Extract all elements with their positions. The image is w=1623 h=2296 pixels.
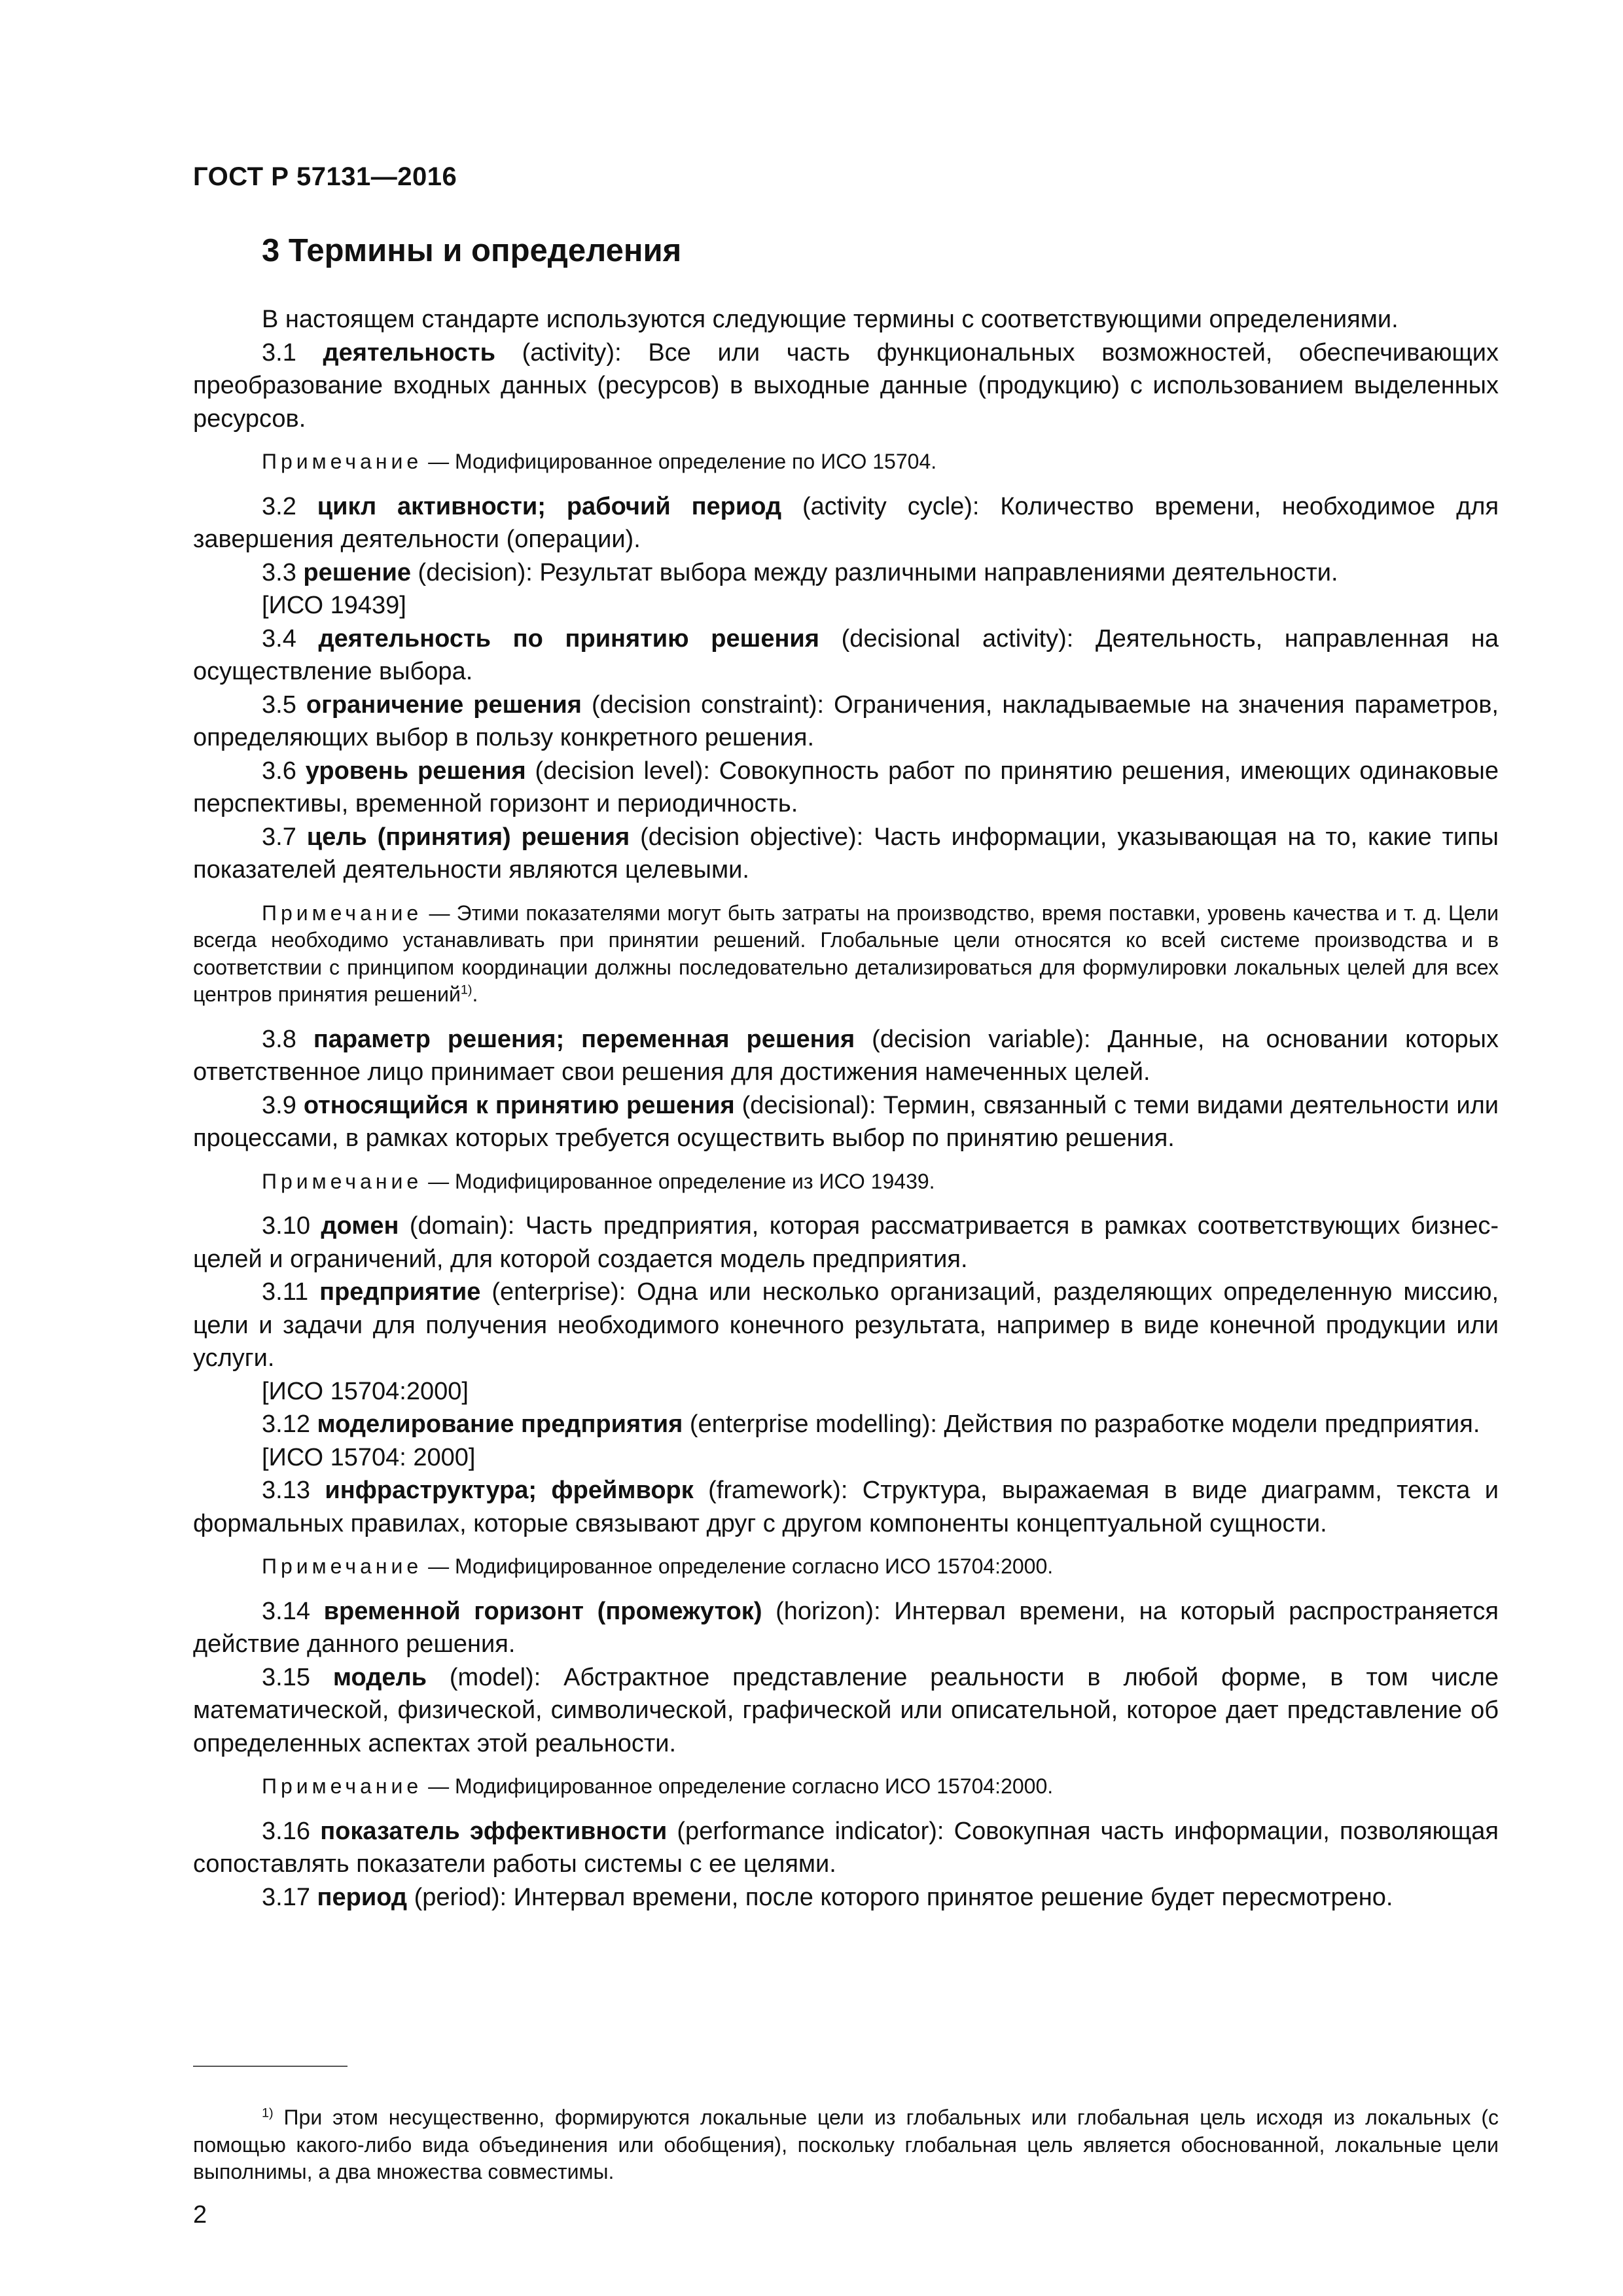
term-name: цикл активности; рабочий период [317, 492, 782, 520]
term-definition: (enterprise modelling): Действия по разработке модели предприятия. [683, 1410, 1480, 1438]
term-name: инфраструктура; фреймворк [325, 1477, 694, 1504]
term-paragraph [193, 689, 1499, 755]
term-paragraph [193, 1661, 1499, 1761]
term-definition: (performance indicator): Совокупная часть информации, позволяющая сопоставлять показатели работы системы с ее целями. [193, 1817, 1499, 1878]
document-header: ГОСТ Р 57131—2016 [193, 162, 457, 191]
term-definition: (decision objective): Часть информации, указывающая на то, какие типы показателей деятельности являются целевыми. [193, 823, 1499, 884]
term-name: цель (принятия) решения [306, 823, 630, 851]
note-text: — Модифицированное определение по ИСО 15704. [422, 450, 937, 473]
term-number: 3.2 [262, 492, 296, 520]
term-paragraph [193, 622, 1499, 689]
term-definition: (domain): Часть предприятия, которая рассматривается в рамках соответствующих бизнес-целей и ограничений, для которой создается модель предприятия. [193, 1212, 1499, 1273]
term-number: 3.11 [262, 1278, 309, 1306]
term-number: 3.3 [262, 558, 296, 586]
term-definition: (activity cycle): Количество времени, необходимое для завершения деятельности (операции). [193, 492, 1499, 553]
term-name: параметр решения; переменная решения [313, 1025, 855, 1053]
term-paragraph [193, 1408, 1499, 1441]
term-paragraph [193, 821, 1499, 887]
term-number: 3.10 [262, 1212, 310, 1240]
note-label: Примечание [262, 1169, 423, 1193]
term-paragraph [193, 1089, 1499, 1155]
footnote-marker: 1) [262, 2106, 274, 2121]
footnote-text: При этом несущественно, формируются локальные цели из глобальных или глобальная цель исходя из локальных (с помощью какого-либо вида объединения или обобщения), поскольку глобальная цель является обоснованной, локальные цели выполнимы, а два множества совместимы. [193, 2106, 1499, 2183]
term-name: предприятие [319, 1278, 481, 1306]
term-definition: (decision constraint): Ограничения, накладываемые на значения параметров, определяющих выбор в пользу конкретного решения. [193, 691, 1499, 751]
term-name: период [317, 1883, 408, 1911]
term-number: 3.6 [262, 757, 296, 785]
footnote-divider [193, 2066, 348, 2067]
term-definition: (decision): Результат выбора между различными направлениями деятельности. [411, 558, 1338, 586]
term-number: 3.17 [262, 1883, 310, 1911]
term-number: 3.1 [262, 338, 296, 367]
term-definition: (decision level): Совокупность работ по принятию решения, имеющих одинаковые перспективы, временной горизонт и периодичность. [193, 757, 1499, 817]
reference-source: [ИСО 15704:2000] [262, 1377, 469, 1405]
term-number: 3.13 [262, 1477, 310, 1504]
term-paragraph [193, 1595, 1499, 1661]
term-paragraph [193, 1815, 1499, 1881]
term-number: 3.16 [262, 1817, 310, 1845]
intro-paragraph: В настоящем стандарте используются следующие термины с соответствующими определениями. [262, 306, 1399, 333]
note-paragraph [193, 1553, 1499, 1581]
term-definition: (decisional activity): Деятельность, направленная на осуществление выбора. [193, 624, 1499, 685]
note-text: — Модифицированное определение из ИСО 19439. [422, 1169, 935, 1193]
term-number: 3.12 [262, 1410, 310, 1438]
term-name: временной горизонт (промежуток) [323, 1597, 762, 1625]
note-text-end: . [472, 982, 478, 1006]
term-number: 3.9 [262, 1091, 296, 1119]
term-number: 3.7 [262, 823, 296, 851]
term-name: показатель эффективности [320, 1817, 668, 1845]
note-label: Примечание [262, 901, 423, 925]
note-text: — Модифицированное определение согласно ИСО 15704:2000. [422, 1554, 1054, 1578]
term-number: 3.5 [262, 691, 296, 719]
term-paragraph [193, 336, 1499, 436]
note-text: — Этими показателями могут быть затраты на производство, время поставки, уровень качества и т. д. Цели всегда необходимо устанавливать при принятии решений. Глобальные цели относятся ко всей системе производства и в соответствии с принципом координации должны последовательно детализироваться для формулировки локальных целей для всех центров принятия решений [193, 901, 1499, 1006]
term-name: ограничение решения [306, 691, 582, 719]
reference-paragraph [193, 1375, 1499, 1408]
footnote-ref: 1) [460, 982, 473, 997]
term-name: домен [321, 1212, 399, 1240]
term-name: деятельность [323, 338, 495, 367]
term-name: модель [332, 1663, 427, 1691]
term-definition: (horizon): Интервал времени, на который распространяется действие данного решения. [193, 1597, 1499, 1658]
note-paragraph [193, 1773, 1499, 1801]
term-definition: (period): Интервал времени, после которого принятое решение будет пересмотрено. [407, 1883, 1393, 1911]
note-label: Примечание [262, 1554, 423, 1578]
term-number: 3.14 [262, 1597, 310, 1625]
section-title: 3 Термины и определения [262, 233, 682, 268]
note-text: — Модифицированное определение согласно ИСО 15704:2000. [422, 1774, 1054, 1798]
reference-paragraph [193, 589, 1499, 622]
term-paragraph [193, 556, 1499, 590]
page-number: 2 [193, 2201, 207, 2229]
term-paragraph [193, 1023, 1499, 1089]
term-definition: (activity): Все или часть функциональных возможностей, обеспечивающих преобразование входных данных (ресурсов) в выходные данные (продукцию) с использованием выделенных ресурсов. [193, 338, 1499, 433]
reference-paragraph [193, 1441, 1499, 1475]
term-paragraph [193, 755, 1499, 821]
term-name: моделирование предприятия [317, 1410, 683, 1438]
note-paragraph [193, 1168, 1499, 1196]
term-definition: (framework): Структура, выражаемая в виде диаграмм, текста и формальных правилах, которые связывают друг с другом компоненты концептуальной сущности. [193, 1477, 1499, 1537]
term-number: 3.4 [262, 624, 296, 653]
note-label: Примечание [262, 450, 423, 473]
term-paragraph [193, 1474, 1499, 1540]
term-name: уровень решения [305, 757, 526, 785]
reference-source: [ИСО 15704: 2000] [262, 1443, 476, 1471]
term-number: 3.15 [262, 1663, 310, 1691]
note-paragraph [193, 448, 1499, 476]
note-label: Примечание [262, 1774, 423, 1798]
term-definition: (decision variable): Данные, на основании которых ответственное лицо принимает свои решения для достижения намеченных целей. [193, 1025, 1499, 1086]
term-definition: (decisional): Термин, связанный с теми видами деятельности или процессами, в рамках которых требуется осуществить выбор по принятию решения. [193, 1091, 1499, 1152]
term-paragraph [193, 1210, 1499, 1276]
reference-source: [ИСО 19439] [262, 592, 406, 619]
note-paragraph [193, 900, 1499, 1009]
term-definition: (enterprise): Одна или несколько организаций, разделяющих определенную миссию, цели и задачи для получения необходимого конечного результата, например в виде конечной продукции или услуги. [193, 1278, 1499, 1372]
term-name: решение [303, 558, 411, 586]
term-name: деятельность по принятию решения [318, 624, 819, 653]
term-name: относящийся к принятию решения [303, 1091, 735, 1119]
term-number: 3.8 [262, 1025, 296, 1053]
term-paragraph [193, 490, 1499, 556]
terms-body [193, 303, 1499, 1914]
footnote [193, 2104, 1499, 2186]
term-paragraph [193, 1276, 1499, 1375]
term-definition: (model): Абстрактное представление реальности в любой форме, в том числе математической, физической, символической, графической или описательной, которое дает представление об определенных аспектах этой реальности. [193, 1663, 1499, 1757]
term-paragraph [193, 1881, 1499, 1914]
